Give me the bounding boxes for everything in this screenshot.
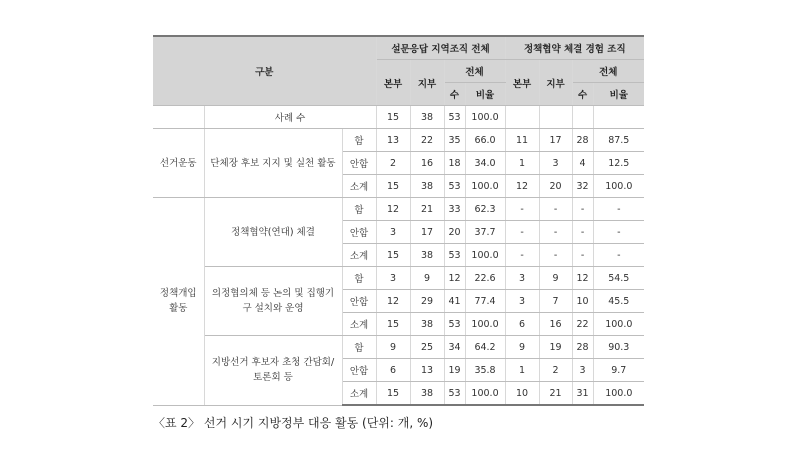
table-cell: 100.0 xyxy=(465,244,505,267)
table-cell: 31 xyxy=(572,382,593,406)
table-cell: 66.0 xyxy=(465,129,505,152)
sub-label: 함 xyxy=(342,267,376,290)
sub-label: 함 xyxy=(342,129,376,152)
table-cell: - xyxy=(505,198,539,221)
table-cell: 9 xyxy=(539,267,572,290)
table-cell: 7 xyxy=(539,290,572,313)
table-cell: - xyxy=(572,244,593,267)
table-cell: 64.2 xyxy=(465,336,505,359)
table-cell: 53 xyxy=(444,313,465,336)
table-cell: 12 xyxy=(505,175,539,198)
table-cell: 10 xyxy=(505,382,539,406)
table-cell: 3 xyxy=(376,221,410,244)
table-cell: 4 xyxy=(572,152,593,175)
table-cell: 38 xyxy=(410,313,444,336)
table-cell: 100.0 xyxy=(593,382,644,406)
row-empty-cell xyxy=(153,106,204,129)
table-cell: 100.0 xyxy=(465,382,505,406)
sub-label: 소계 xyxy=(342,382,376,406)
table-cell: - xyxy=(593,221,644,244)
table-cell: 38 xyxy=(410,244,444,267)
table-cell: 9.7 xyxy=(593,359,644,382)
table-cell: 3 xyxy=(505,290,539,313)
sub-label: 함 xyxy=(342,336,376,359)
sub-label: 소계 xyxy=(342,244,376,267)
table-row xyxy=(153,267,644,290)
table-cell: 2 xyxy=(376,152,410,175)
data-table xyxy=(153,35,644,406)
table-cell: 3 xyxy=(572,359,593,382)
header-ratio: 비율 xyxy=(465,83,505,106)
table-cell xyxy=(539,106,572,129)
table-cell: 100.0 xyxy=(593,175,644,198)
table-cell xyxy=(505,106,539,129)
table-cell: 100.0 xyxy=(593,313,644,336)
table-cell: 21 xyxy=(539,382,572,406)
table-cell: 100.0 xyxy=(465,313,505,336)
table-cell: 53 xyxy=(444,106,465,129)
sub-label: 안함 xyxy=(342,221,376,244)
table-cell: 28 xyxy=(572,129,593,152)
table-cell: 29 xyxy=(410,290,444,313)
table-cell: 22 xyxy=(410,129,444,152)
table-cell: - xyxy=(539,244,572,267)
table-cell: 28 xyxy=(572,336,593,359)
table-cell: 38 xyxy=(410,106,444,129)
header-total: 전체 xyxy=(572,60,644,83)
table-cell: 53 xyxy=(444,175,465,198)
table-cell: 3 xyxy=(505,267,539,290)
table-cell: 87.5 xyxy=(593,129,644,152)
table-cell: 16 xyxy=(410,152,444,175)
table-cell: - xyxy=(593,198,644,221)
table-cell: 100.0 xyxy=(465,106,505,129)
table-cell: 53 xyxy=(444,382,465,406)
table-cell: 3 xyxy=(539,152,572,175)
table-cell: 90.3 xyxy=(593,336,644,359)
table-cell: 11 xyxy=(505,129,539,152)
table-cell: 15 xyxy=(376,382,410,406)
header-gubun: 구분 xyxy=(153,36,376,106)
header-count: 수 xyxy=(444,83,465,106)
item-label: 지방선거 후보자 초청 간담회/ 토론회 등 xyxy=(204,336,342,406)
table-cell: - xyxy=(572,221,593,244)
table-cell: 34.0 xyxy=(465,152,505,175)
table-header xyxy=(153,36,644,106)
sub-label: 안함 xyxy=(342,359,376,382)
table-cell: 15 xyxy=(376,244,410,267)
header-bonbu: 본부 xyxy=(376,60,410,106)
table-cell: 34 xyxy=(444,336,465,359)
table-cell: 19 xyxy=(539,336,572,359)
header-group-all-orgs: 설문응답 지역조직 전체 xyxy=(376,36,505,60)
table-cell: 21 xyxy=(410,198,444,221)
table-row xyxy=(153,129,644,152)
table-cell: 12 xyxy=(572,267,593,290)
table-cell: - xyxy=(593,244,644,267)
table-cell: 22.6 xyxy=(465,267,505,290)
sub-label: 안함 xyxy=(342,152,376,175)
header-group-policy-orgs: 정책협약 체결 경험 조직 xyxy=(505,36,644,60)
table-cell: 1 xyxy=(505,359,539,382)
table-cell: 19 xyxy=(444,359,465,382)
table-cell: 100.0 xyxy=(465,175,505,198)
table-cell: 38 xyxy=(410,175,444,198)
table-cell: - xyxy=(505,221,539,244)
table-cell: 32 xyxy=(572,175,593,198)
table-cell: 25 xyxy=(410,336,444,359)
row-label-cases: 사례 수 xyxy=(204,106,376,129)
item-label: 정책협약(연대) 체결 xyxy=(204,198,342,267)
table-cell: 37.7 xyxy=(465,221,505,244)
table-cell: 38 xyxy=(410,382,444,406)
table-cell: 77.4 xyxy=(465,290,505,313)
table-cell: 13 xyxy=(410,359,444,382)
table-cell: 33 xyxy=(444,198,465,221)
table-container xyxy=(153,35,644,406)
table-cell: 12.5 xyxy=(593,152,644,175)
table-cell: 18 xyxy=(444,152,465,175)
header-jibu: 지부 xyxy=(539,60,572,106)
table-cell: 12 xyxy=(376,290,410,313)
table-cell: 22 xyxy=(572,313,593,336)
table-cell: 15 xyxy=(376,175,410,198)
table-cell: - xyxy=(572,198,593,221)
table-cell: 15 xyxy=(376,313,410,336)
sub-label: 함 xyxy=(342,198,376,221)
table-cell: 35.8 xyxy=(465,359,505,382)
table-cell: 53 xyxy=(444,244,465,267)
table-body xyxy=(153,106,644,406)
header-bonbu: 본부 xyxy=(505,60,539,106)
table-cell: 12 xyxy=(444,267,465,290)
table-cell: 15 xyxy=(376,106,410,129)
sub-label: 소계 xyxy=(342,313,376,336)
item-label: 단체장 후보 지지 및 실천 활동 xyxy=(204,129,342,198)
table-caption: 〈표 2〉 선거 시기 지방정부 대응 활동 (단위: 개, %) xyxy=(153,416,434,430)
item-label: 의정협의체 등 논의 및 집행기구 설치와 운영 xyxy=(204,267,342,336)
table-cell: 12 xyxy=(376,198,410,221)
header-jibu: 지부 xyxy=(410,60,444,106)
table-cell: - xyxy=(539,198,572,221)
table-cell: 6 xyxy=(376,359,410,382)
table-cell: 9 xyxy=(410,267,444,290)
table-cell: 17 xyxy=(410,221,444,244)
table-cell: 35 xyxy=(444,129,465,152)
section-label: 정책개입 활동 xyxy=(153,198,204,406)
table-cell: 16 xyxy=(539,313,572,336)
table-cell: 13 xyxy=(376,129,410,152)
table-cell: 20 xyxy=(539,175,572,198)
table-cell: - xyxy=(539,221,572,244)
table-row xyxy=(153,336,644,359)
table-cell: 2 xyxy=(539,359,572,382)
table-cell: 3 xyxy=(376,267,410,290)
table-cell: 54.5 xyxy=(593,267,644,290)
section-label: 선거운동 xyxy=(153,129,204,198)
table-cell: 9 xyxy=(376,336,410,359)
table-cell: 62.3 xyxy=(465,198,505,221)
header-ratio: 비율 xyxy=(593,83,644,106)
header-count: 수 xyxy=(572,83,593,106)
table-row xyxy=(153,198,644,221)
table-cell xyxy=(593,106,644,129)
table-cell: 45.5 xyxy=(593,290,644,313)
table-cell: 1 xyxy=(505,152,539,175)
sub-label: 소계 xyxy=(342,175,376,198)
table-cell: 20 xyxy=(444,221,465,244)
table-cell xyxy=(572,106,593,129)
header-total: 전체 xyxy=(444,60,505,83)
table-cell: 6 xyxy=(505,313,539,336)
table-cell: - xyxy=(505,244,539,267)
table-cell: 17 xyxy=(539,129,572,152)
table-row-cases xyxy=(153,106,644,129)
table-cell: 41 xyxy=(444,290,465,313)
table-cell: 10 xyxy=(572,290,593,313)
sub-label: 안함 xyxy=(342,290,376,313)
table-cell: 9 xyxy=(505,336,539,359)
